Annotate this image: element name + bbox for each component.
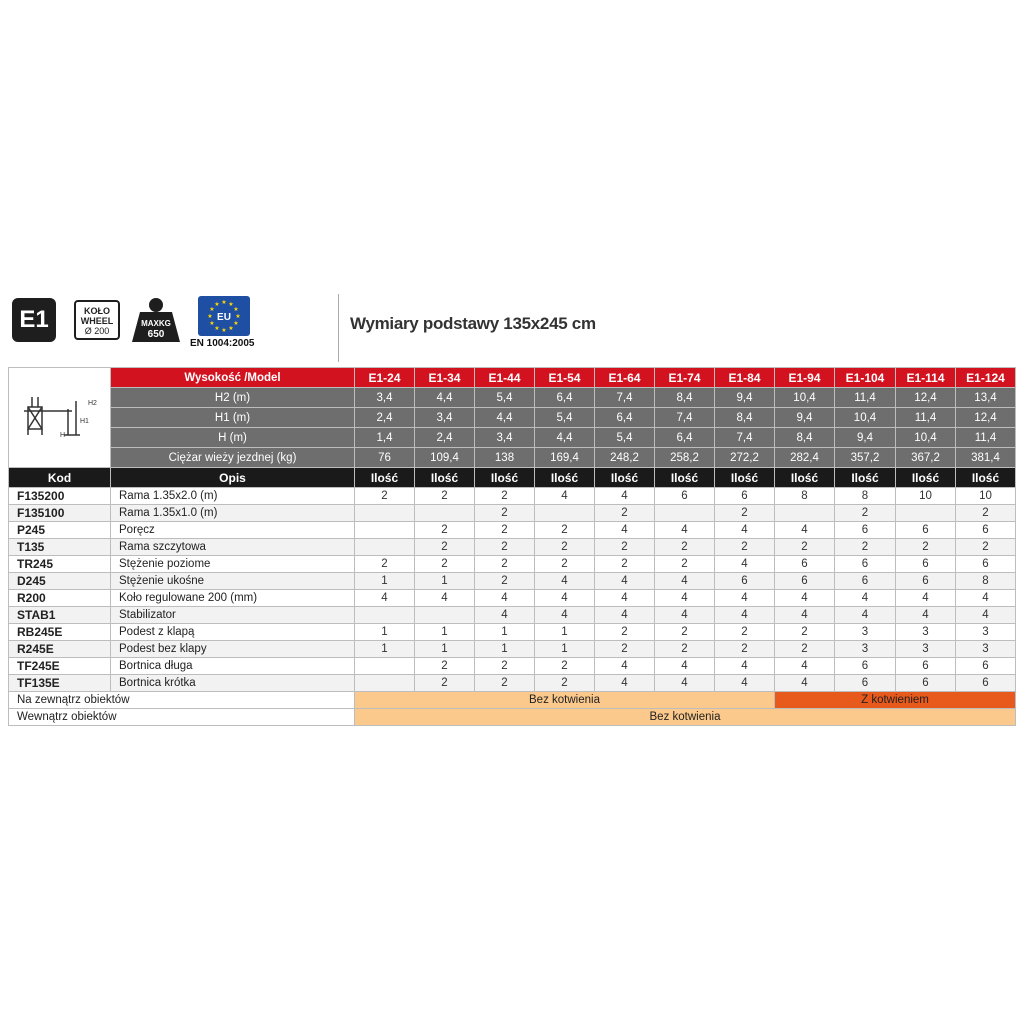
part-quantity bbox=[355, 658, 415, 675]
dimension-value: 10,4 bbox=[775, 388, 835, 408]
table-row bbox=[9, 573, 1016, 590]
model-header-11: E1-124 bbox=[956, 368, 1016, 388]
part-quantity: 4 bbox=[775, 675, 835, 692]
part-quantity: 2 bbox=[415, 539, 475, 556]
part-description: Stabilizator bbox=[111, 607, 355, 624]
footer-label-outdoor: Na zewnątrz obiektów bbox=[9, 692, 355, 709]
part-quantity: 4 bbox=[835, 590, 896, 607]
part-quantity: 2 bbox=[535, 539, 595, 556]
dimension-label: H (m) bbox=[111, 428, 355, 448]
part-quantity: 2 bbox=[715, 505, 775, 522]
part-quantity: 6 bbox=[896, 573, 956, 590]
table-row bbox=[9, 505, 1016, 522]
part-quantity: 2 bbox=[415, 556, 475, 573]
table-row bbox=[9, 539, 1016, 556]
part-quantity: 2 bbox=[956, 539, 1016, 556]
part-quantity: 6 bbox=[956, 675, 1016, 692]
svg-text:★: ★ bbox=[207, 313, 213, 320]
part-quantity: 2 bbox=[835, 539, 896, 556]
anchoring-required-segment: Z kotwieniem bbox=[775, 692, 1016, 709]
part-quantity: 1 bbox=[355, 573, 415, 590]
part-quantity: 2 bbox=[655, 556, 715, 573]
wheel-label-pl: KOŁO bbox=[84, 306, 110, 316]
table-row bbox=[9, 556, 1016, 573]
dimension-value: 11,4 bbox=[896, 408, 956, 428]
part-quantity: 4 bbox=[956, 590, 1016, 607]
standard-label: EN 1004:2005 bbox=[190, 338, 255, 349]
part-quantity: 2 bbox=[715, 624, 775, 641]
column-header-qty: Ilość bbox=[595, 468, 655, 488]
part-quantity: 4 bbox=[775, 522, 835, 539]
table-row bbox=[9, 641, 1016, 658]
part-quantity: 4 bbox=[415, 590, 475, 607]
dimension-value: 11,4 bbox=[835, 388, 896, 408]
spec-table-body bbox=[9, 368, 1016, 726]
part-description: Bortnica długa bbox=[111, 658, 355, 675]
column-header-row bbox=[9, 468, 1016, 488]
part-quantity: 4 bbox=[595, 658, 655, 675]
part-quantity: 6 bbox=[835, 522, 896, 539]
dimension-row bbox=[9, 448, 1016, 468]
part-quantity: 8 bbox=[775, 488, 835, 505]
dimension-value: 381,4 bbox=[956, 448, 1016, 468]
dimension-value: 138 bbox=[475, 448, 535, 468]
diagram-h1-label: H1 bbox=[79, 418, 89, 425]
part-quantity: 2 bbox=[535, 556, 595, 573]
dimension-value: 4,4 bbox=[415, 388, 475, 408]
footer-row-outdoor bbox=[9, 692, 1016, 709]
eu-label: EU bbox=[217, 312, 231, 323]
table-row bbox=[9, 624, 1016, 641]
model-header-9: E1-104 bbox=[835, 368, 896, 388]
part-quantity bbox=[355, 607, 415, 624]
part-quantity: 2 bbox=[535, 658, 595, 675]
dimension-value: 258,2 bbox=[655, 448, 715, 468]
model-header-2: E1-34 bbox=[415, 368, 475, 388]
header bbox=[8, 292, 1016, 362]
part-quantity: 4 bbox=[715, 607, 775, 624]
dimension-value: 6,4 bbox=[655, 428, 715, 448]
part-description: Koło regulowane 200 (mm) bbox=[111, 590, 355, 607]
model-header-4: E1-54 bbox=[535, 368, 595, 388]
part-quantity bbox=[775, 505, 835, 522]
diagram-h-label: H bbox=[59, 432, 65, 439]
part-quantity: 4 bbox=[835, 607, 896, 624]
part-quantity: 4 bbox=[355, 590, 415, 607]
part-quantity: 4 bbox=[475, 607, 535, 624]
svg-text:★: ★ bbox=[221, 327, 227, 334]
part-quantity: 6 bbox=[715, 573, 775, 590]
spec-table bbox=[8, 367, 1016, 726]
tower-diagram-cell bbox=[9, 368, 111, 468]
part-quantity: 6 bbox=[835, 573, 896, 590]
part-quantity: 6 bbox=[956, 522, 1016, 539]
part-quantity: 2 bbox=[715, 539, 775, 556]
part-quantity: 4 bbox=[775, 658, 835, 675]
dimension-value: 3,4 bbox=[415, 408, 475, 428]
part-code: STAB1 bbox=[9, 607, 111, 624]
table-row bbox=[9, 522, 1016, 539]
column-header-kod: Kod bbox=[9, 468, 111, 488]
part-quantity: 1 bbox=[415, 624, 475, 641]
part-quantity: 2 bbox=[715, 641, 775, 658]
part-quantity: 3 bbox=[956, 641, 1016, 658]
part-quantity: 8 bbox=[835, 488, 896, 505]
svg-text:★: ★ bbox=[233, 306, 239, 313]
part-quantity bbox=[655, 505, 715, 522]
part-quantity: 2 bbox=[655, 539, 715, 556]
part-quantity: 2 bbox=[775, 624, 835, 641]
part-quantity: 6 bbox=[896, 658, 956, 675]
part-quantity: 2 bbox=[775, 641, 835, 658]
svg-text:★: ★ bbox=[228, 301, 234, 308]
column-header-opis: Opis bbox=[111, 468, 355, 488]
part-description: Stężenie ukośne bbox=[111, 573, 355, 590]
part-quantity: 2 bbox=[415, 488, 475, 505]
part-quantity: 4 bbox=[715, 590, 775, 607]
column-header-qty: Ilość bbox=[715, 468, 775, 488]
part-quantity: 2 bbox=[475, 505, 535, 522]
part-code: TF245E bbox=[9, 658, 111, 675]
dimension-value: 13,4 bbox=[956, 388, 1016, 408]
part-code: F135100 bbox=[9, 505, 111, 522]
dimension-value: 12,4 bbox=[896, 388, 956, 408]
max-load-value: 650 bbox=[147, 329, 165, 340]
part-quantity: 4 bbox=[595, 607, 655, 624]
footer-row-indoor bbox=[9, 709, 1016, 726]
model-series-badge: E1 bbox=[12, 298, 56, 342]
part-quantity: 4 bbox=[535, 607, 595, 624]
page-title: Wymiary podstawy 135x245 cm bbox=[350, 314, 596, 333]
part-quantity: 2 bbox=[475, 556, 535, 573]
part-quantity: 4 bbox=[475, 590, 535, 607]
part-quantity: 1 bbox=[415, 573, 475, 590]
part-quantity: 6 bbox=[896, 556, 956, 573]
dimension-value: 6,4 bbox=[595, 408, 655, 428]
part-quantity: 2 bbox=[595, 641, 655, 658]
part-quantity: 2 bbox=[415, 675, 475, 692]
part-quantity: 2 bbox=[655, 624, 715, 641]
part-quantity: 2 bbox=[896, 539, 956, 556]
dimension-value: 3,4 bbox=[475, 428, 535, 448]
part-quantity: 1 bbox=[415, 641, 475, 658]
dimension-value: 5,4 bbox=[535, 408, 595, 428]
part-quantity: 4 bbox=[595, 573, 655, 590]
dimension-value: 8,4 bbox=[715, 408, 775, 428]
dimension-value: 1,4 bbox=[355, 428, 415, 448]
part-quantity: 6 bbox=[896, 522, 956, 539]
dimension-value: 12,4 bbox=[956, 408, 1016, 428]
wheel-label-en: WHEEL bbox=[80, 316, 114, 326]
svg-text:★: ★ bbox=[235, 313, 241, 320]
dimension-value: 109,4 bbox=[415, 448, 475, 468]
model-header-5: E1-64 bbox=[595, 368, 655, 388]
part-quantity: 3 bbox=[835, 641, 896, 658]
model-header-label: Wysokość /Model bbox=[111, 368, 355, 388]
part-quantity: 4 bbox=[715, 658, 775, 675]
dimension-row bbox=[9, 428, 1016, 448]
column-header-qty: Ilość bbox=[896, 468, 956, 488]
dimension-value: 7,4 bbox=[715, 428, 775, 448]
part-quantity: 4 bbox=[535, 590, 595, 607]
part-quantity: 3 bbox=[896, 641, 956, 658]
dimension-value: 5,4 bbox=[595, 428, 655, 448]
part-quantity: 4 bbox=[595, 522, 655, 539]
part-quantity: 10 bbox=[956, 488, 1016, 505]
part-quantity: 4 bbox=[655, 658, 715, 675]
model-header-7: E1-84 bbox=[715, 368, 775, 388]
model-header-row bbox=[9, 368, 1016, 388]
dimension-value: 76 bbox=[355, 448, 415, 468]
part-quantity: 2 bbox=[475, 675, 535, 692]
part-code: T135 bbox=[9, 539, 111, 556]
dimension-value: 8,4 bbox=[655, 388, 715, 408]
svg-text:★: ★ bbox=[221, 299, 227, 306]
part-quantity: 4 bbox=[715, 556, 775, 573]
part-description: Rama 1.35x2.0 (m) bbox=[111, 488, 355, 505]
part-quantity: 4 bbox=[715, 675, 775, 692]
column-header-qty: Ilość bbox=[655, 468, 715, 488]
part-description: Poręcz bbox=[111, 522, 355, 539]
dimension-row bbox=[9, 408, 1016, 428]
part-quantity: 2 bbox=[956, 505, 1016, 522]
model-header-8: E1-94 bbox=[775, 368, 835, 388]
weight-icon bbox=[130, 296, 182, 342]
part-quantity: 2 bbox=[595, 505, 655, 522]
column-header-qty: Ilość bbox=[355, 468, 415, 488]
part-quantity: 4 bbox=[896, 607, 956, 624]
table-row bbox=[9, 488, 1016, 505]
part-quantity: 6 bbox=[715, 488, 775, 505]
part-description: Bortnica krótka bbox=[111, 675, 355, 692]
part-quantity: 1 bbox=[475, 641, 535, 658]
part-quantity: 6 bbox=[956, 658, 1016, 675]
part-quantity: 6 bbox=[655, 488, 715, 505]
part-quantity: 6 bbox=[956, 556, 1016, 573]
part-quantity: 3 bbox=[896, 624, 956, 641]
column-header-qty: Ilość bbox=[415, 468, 475, 488]
part-quantity: 4 bbox=[655, 573, 715, 590]
part-quantity: 8 bbox=[956, 573, 1016, 590]
column-header-qty: Ilość bbox=[956, 468, 1016, 488]
part-quantity: 4 bbox=[775, 607, 835, 624]
part-quantity: 6 bbox=[835, 556, 896, 573]
part-quantity: 2 bbox=[475, 573, 535, 590]
part-quantity: 2 bbox=[595, 624, 655, 641]
part-code: R245E bbox=[9, 641, 111, 658]
dimension-value: 9,4 bbox=[715, 388, 775, 408]
tower-diagram-icon bbox=[10, 371, 110, 461]
svg-text:★: ★ bbox=[214, 325, 220, 332]
dimension-value: 4,4 bbox=[535, 428, 595, 448]
part-quantity: 1 bbox=[475, 624, 535, 641]
column-header-qty: Ilość bbox=[475, 468, 535, 488]
part-quantity: 3 bbox=[956, 624, 1016, 641]
svg-text:★: ★ bbox=[214, 301, 220, 308]
part-quantity: 4 bbox=[535, 573, 595, 590]
dimension-value: 5,4 bbox=[475, 388, 535, 408]
part-quantity: 4 bbox=[896, 590, 956, 607]
part-quantity: 6 bbox=[835, 658, 896, 675]
part-quantity: 4 bbox=[655, 607, 715, 624]
model-header-3: E1-44 bbox=[475, 368, 535, 388]
part-quantity: 4 bbox=[595, 590, 655, 607]
part-quantity: 4 bbox=[715, 522, 775, 539]
part-quantity: 2 bbox=[475, 488, 535, 505]
part-quantity: 6 bbox=[775, 573, 835, 590]
part-code: RB245E bbox=[9, 624, 111, 641]
dimension-value: 3,4 bbox=[355, 388, 415, 408]
part-quantity: 2 bbox=[355, 556, 415, 573]
table-row bbox=[9, 590, 1016, 607]
part-quantity bbox=[355, 522, 415, 539]
column-header-qty: Ilość bbox=[835, 468, 896, 488]
dimension-value: 9,4 bbox=[835, 428, 896, 448]
part-code: TR245 bbox=[9, 556, 111, 573]
part-quantity: 6 bbox=[775, 556, 835, 573]
svg-text:★: ★ bbox=[209, 306, 215, 313]
part-quantity: 2 bbox=[775, 539, 835, 556]
footer-label-indoor: Wewnątrz obiektów bbox=[9, 709, 355, 726]
spec-table-wrapper bbox=[8, 367, 1015, 726]
part-quantity: 4 bbox=[535, 488, 595, 505]
part-code: F135200 bbox=[9, 488, 111, 505]
model-header-10: E1-114 bbox=[896, 368, 956, 388]
part-quantity: 2 bbox=[535, 675, 595, 692]
anchoring-none-segment-indoor: Bez kotwienia bbox=[355, 709, 1016, 726]
part-description: Podest z klapą bbox=[111, 624, 355, 641]
dimension-value: 272,2 bbox=[715, 448, 775, 468]
part-quantity: 2 bbox=[835, 505, 896, 522]
part-quantity: 2 bbox=[355, 488, 415, 505]
dimension-value: 7,4 bbox=[595, 388, 655, 408]
column-header-qty: Ilość bbox=[775, 468, 835, 488]
part-quantity: 4 bbox=[775, 590, 835, 607]
part-quantity: 4 bbox=[595, 488, 655, 505]
part-quantity bbox=[535, 505, 595, 522]
part-quantity: 2 bbox=[415, 658, 475, 675]
dimension-value: 10,4 bbox=[896, 428, 956, 448]
eu-flag-icon bbox=[198, 296, 250, 336]
dimension-value: 367,2 bbox=[896, 448, 956, 468]
table-row bbox=[9, 658, 1016, 675]
anchoring-none-segment: Bez kotwienia bbox=[355, 692, 775, 709]
max-load-label: MAXKG bbox=[141, 319, 171, 328]
part-quantity: 2 bbox=[595, 539, 655, 556]
dimension-value: 9,4 bbox=[775, 408, 835, 428]
dimension-label: H2 (m) bbox=[111, 388, 355, 408]
dimension-label: Ciężar wieży jezdnej (kg) bbox=[111, 448, 355, 468]
part-quantity: 2 bbox=[535, 522, 595, 539]
table-row bbox=[9, 607, 1016, 624]
diagram-h2-label: H2 bbox=[87, 400, 97, 407]
part-quantity: 1 bbox=[535, 641, 595, 658]
part-quantity: 6 bbox=[896, 675, 956, 692]
part-quantity: 3 bbox=[835, 624, 896, 641]
dimension-value: 2,4 bbox=[415, 428, 475, 448]
part-quantity: 2 bbox=[595, 556, 655, 573]
table-row bbox=[9, 675, 1016, 692]
part-quantity: 2 bbox=[415, 522, 475, 539]
wheel-diameter: Ø 200 bbox=[84, 326, 110, 336]
part-quantity: 4 bbox=[956, 607, 1016, 624]
part-quantity: 4 bbox=[595, 675, 655, 692]
column-header-qty: Ilość bbox=[535, 468, 595, 488]
part-description: Stężenie poziome bbox=[111, 556, 355, 573]
part-quantity: 1 bbox=[355, 624, 415, 641]
part-quantity: 2 bbox=[475, 539, 535, 556]
part-quantity: 4 bbox=[655, 675, 715, 692]
part-quantity bbox=[355, 539, 415, 556]
svg-text:★: ★ bbox=[209, 320, 215, 327]
part-code: R200 bbox=[9, 590, 111, 607]
part-quantity: 2 bbox=[475, 522, 535, 539]
model-header-1: E1-24 bbox=[355, 368, 415, 388]
wheel-badge bbox=[74, 300, 120, 340]
part-quantity: 1 bbox=[355, 641, 415, 658]
dimension-value: 357,2 bbox=[835, 448, 896, 468]
part-quantity: 10 bbox=[896, 488, 956, 505]
part-code: P245 bbox=[9, 522, 111, 539]
part-quantity: 4 bbox=[655, 590, 715, 607]
part-quantity: 1 bbox=[535, 624, 595, 641]
part-description: Podest bez klapy bbox=[111, 641, 355, 658]
part-code: D245 bbox=[9, 573, 111, 590]
dimension-value: 10,4 bbox=[835, 408, 896, 428]
part-quantity: 4 bbox=[655, 522, 715, 539]
part-quantity bbox=[355, 505, 415, 522]
dimension-value: 2,4 bbox=[355, 408, 415, 428]
part-quantity bbox=[896, 505, 956, 522]
part-quantity bbox=[415, 505, 475, 522]
part-quantity: 2 bbox=[475, 658, 535, 675]
header-divider bbox=[338, 294, 339, 362]
part-quantity bbox=[355, 675, 415, 692]
part-code: TF135E bbox=[9, 675, 111, 692]
svg-text:★: ★ bbox=[233, 320, 239, 327]
dimension-value: 11,4 bbox=[956, 428, 1016, 448]
part-quantity: 6 bbox=[835, 675, 896, 692]
dimension-value: 8,4 bbox=[775, 428, 835, 448]
model-header-6: E1-74 bbox=[655, 368, 715, 388]
dimension-row bbox=[9, 388, 1016, 408]
dimension-value: 7,4 bbox=[655, 408, 715, 428]
part-description: Rama 1.35x1.0 (m) bbox=[111, 505, 355, 522]
dimension-value: 6,4 bbox=[535, 388, 595, 408]
part-quantity: 2 bbox=[655, 641, 715, 658]
dimension-label: H1 (m) bbox=[111, 408, 355, 428]
dimension-value: 169,4 bbox=[535, 448, 595, 468]
dimension-value: 248,2 bbox=[595, 448, 655, 468]
svg-text:★: ★ bbox=[228, 325, 234, 332]
dimension-value: 282,4 bbox=[775, 448, 835, 468]
part-description: Rama szczytowa bbox=[111, 539, 355, 556]
dimension-value: 4,4 bbox=[475, 408, 535, 428]
part-quantity bbox=[415, 607, 475, 624]
